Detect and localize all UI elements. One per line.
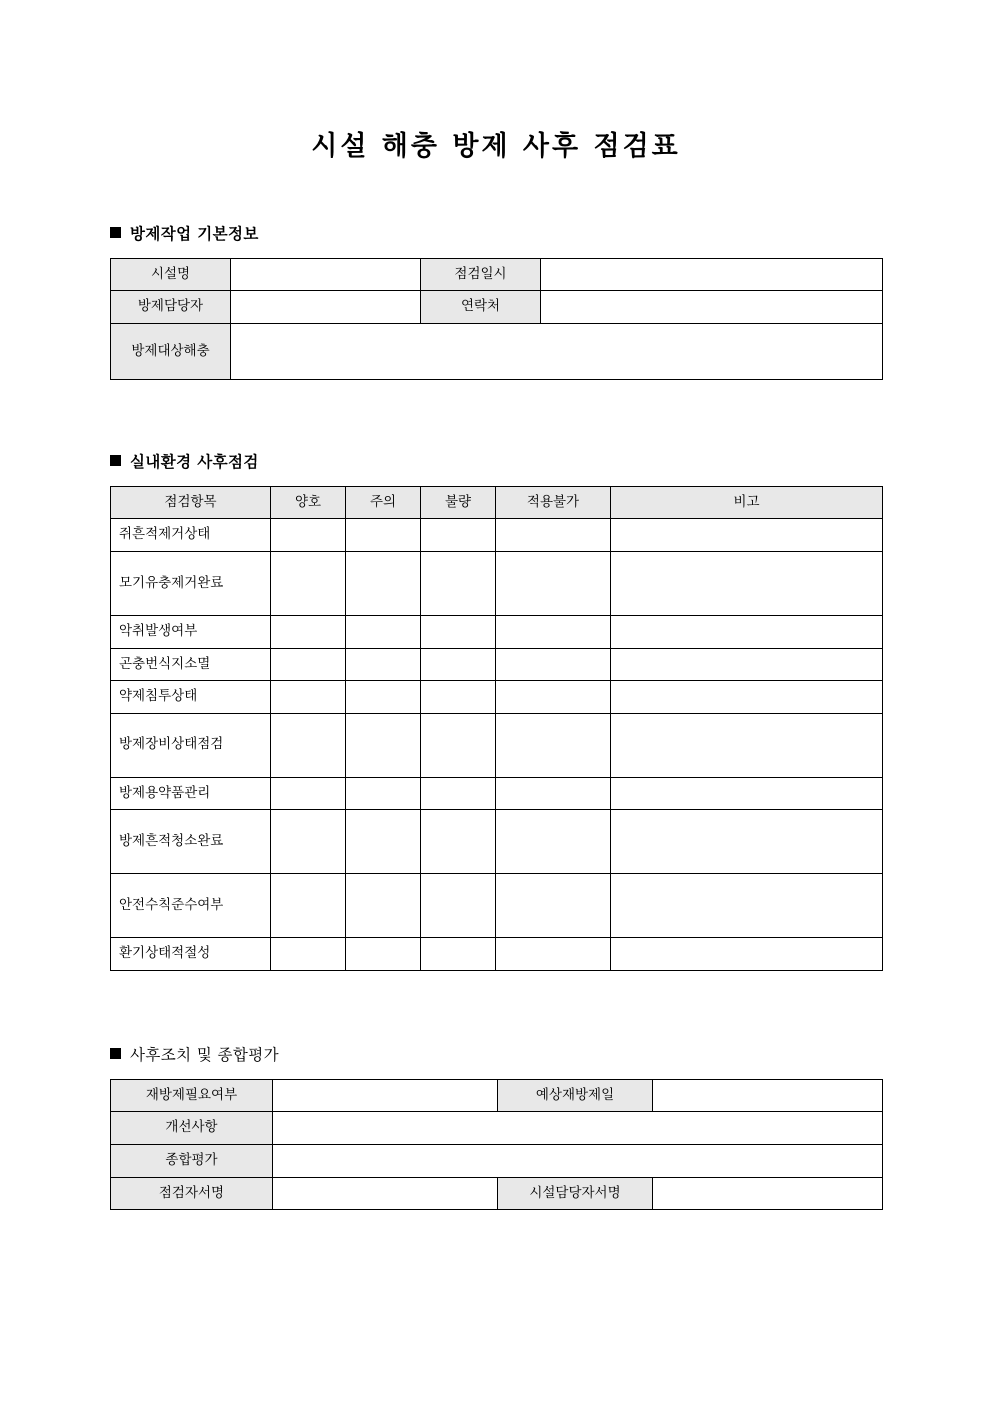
- checkbox-cell-good[interactable]: [271, 938, 346, 971]
- checkbox-cell-bad[interactable]: [421, 616, 496, 649]
- inspection-item-label: 안전수칙준수여부: [111, 874, 271, 938]
- checkbox-cell-not-applicable[interactable]: [496, 681, 611, 714]
- table-row: [111, 291, 883, 324]
- column-header-remarks: 비고: [611, 486, 883, 519]
- checkbox-cell-not-applicable[interactable]: [496, 648, 611, 681]
- checkbox-cell-good[interactable]: [271, 874, 346, 938]
- table-row: [111, 1144, 883, 1177]
- label-expected-recontrol-date: 예상재방제일: [498, 1079, 653, 1112]
- column-header-bad: 불량: [421, 486, 496, 519]
- table-row: [111, 874, 883, 938]
- checkbox-cell-bad[interactable]: [421, 519, 496, 552]
- field-target-pests[interactable]: [231, 323, 883, 379]
- checkbox-cell-bad[interactable]: [421, 713, 496, 777]
- remarks-cell[interactable]: [611, 648, 883, 681]
- label-overall-evaluation: 종합평가: [111, 1144, 273, 1177]
- inspection-item-label: 악취발생여부: [111, 616, 271, 649]
- label-inspection-datetime: 점검일시: [421, 258, 541, 291]
- section-header-followup-evaluation: [110, 1043, 882, 1065]
- table-row: [111, 552, 883, 616]
- label-improvements: 개선사항: [111, 1112, 273, 1145]
- checkbox-cell-not-applicable[interactable]: [496, 810, 611, 874]
- section-label-basic-info: 방제작업 기본정보: [130, 224, 259, 243]
- section-header-basic-info: [110, 222, 882, 244]
- label-recontrol-needed: 재방제필요여부: [111, 1079, 273, 1112]
- inspection-item-label: 방제장비상태점검: [111, 713, 271, 777]
- inspection-table: [110, 486, 883, 971]
- filled-square-bullet-icon: [110, 1048, 121, 1059]
- table-row: [111, 681, 883, 714]
- checkbox-cell-not-applicable[interactable]: [496, 713, 611, 777]
- checkbox-cell-not-applicable[interactable]: [496, 519, 611, 552]
- checkbox-cell-good[interactable]: [271, 810, 346, 874]
- field-overall-evaluation[interactable]: [273, 1144, 883, 1177]
- inspection-item-label: 방제용약품관리: [111, 777, 271, 810]
- checkbox-cell-caution[interactable]: [346, 648, 421, 681]
- remarks-cell[interactable]: [611, 681, 883, 714]
- checkbox-cell-not-applicable[interactable]: [496, 874, 611, 938]
- inspection-item-label: 곤충번식지소멸: [111, 648, 271, 681]
- column-header-not-applicable: 적용불가: [496, 486, 611, 519]
- remarks-cell[interactable]: [611, 519, 883, 552]
- checkbox-cell-not-applicable[interactable]: [496, 552, 611, 616]
- column-header-item: 점검항목: [111, 486, 271, 519]
- remarks-cell[interactable]: [611, 616, 883, 649]
- filled-square-bullet-icon: [110, 227, 121, 238]
- basic-info-table: [110, 258, 883, 380]
- checkbox-cell-bad[interactable]: [421, 874, 496, 938]
- checkbox-cell-good[interactable]: [271, 519, 346, 552]
- table-row: [111, 519, 883, 552]
- checkbox-cell-bad[interactable]: [421, 552, 496, 616]
- checkbox-cell-bad[interactable]: [421, 777, 496, 810]
- table-row: [111, 648, 883, 681]
- field-recontrol-needed[interactable]: [273, 1079, 498, 1112]
- table-header-row: [111, 486, 883, 519]
- remarks-cell[interactable]: [611, 552, 883, 616]
- table-row: [111, 258, 883, 291]
- checkbox-cell-not-applicable[interactable]: [496, 616, 611, 649]
- label-inspector-signature: 점검자서명: [111, 1177, 273, 1210]
- checkbox-cell-caution[interactable]: [346, 874, 421, 938]
- column-header-caution: 주의: [346, 486, 421, 519]
- table-row: [111, 1112, 883, 1145]
- filled-square-bullet-icon: [110, 455, 121, 466]
- checkbox-cell-caution[interactable]: [346, 713, 421, 777]
- checkbox-cell-not-applicable[interactable]: [496, 777, 611, 810]
- remarks-cell[interactable]: [611, 938, 883, 971]
- table-row: [111, 810, 883, 874]
- checkbox-cell-bad[interactable]: [421, 681, 496, 714]
- section-label-followup-evaluation: 사후조치 및 종합평가: [130, 1045, 280, 1064]
- checkbox-cell-not-applicable[interactable]: [496, 938, 611, 971]
- field-control-manager[interactable]: [231, 291, 421, 324]
- table-row: [111, 1177, 883, 1210]
- checkbox-cell-good[interactable]: [271, 552, 346, 616]
- checkbox-cell-good[interactable]: [271, 648, 346, 681]
- checkbox-cell-bad[interactable]: [421, 810, 496, 874]
- label-facility-name: 시설명: [111, 258, 231, 291]
- checkbox-cell-caution[interactable]: [346, 810, 421, 874]
- field-expected-recontrol-date[interactable]: [653, 1079, 883, 1112]
- label-control-manager: 방제담당자: [111, 291, 231, 324]
- label-facility-manager-signature: 시설담당자서명: [498, 1177, 653, 1210]
- table-row: [111, 777, 883, 810]
- remarks-cell[interactable]: [611, 777, 883, 810]
- column-header-good: 양호: [271, 486, 346, 519]
- checkbox-cell-good[interactable]: [271, 777, 346, 810]
- field-inspection-datetime[interactable]: [541, 258, 883, 291]
- section-header-indoor-inspection: [110, 450, 882, 472]
- field-inspector-signature[interactable]: [273, 1177, 498, 1210]
- page-title: 시설 해충 방제 사후 점검표: [311, 131, 681, 162]
- table-row: [111, 713, 883, 777]
- field-improvements[interactable]: [273, 1112, 883, 1145]
- remarks-cell[interactable]: [611, 713, 883, 777]
- field-contact[interactable]: [541, 291, 883, 324]
- inspection-item-label: 방제흔적청소완료: [111, 810, 271, 874]
- inspection-item-label: 약제침투상태: [111, 681, 271, 714]
- table-row: [111, 323, 883, 379]
- table-row: [111, 1079, 883, 1112]
- checkbox-cell-caution[interactable]: [346, 519, 421, 552]
- checkbox-cell-bad[interactable]: [421, 938, 496, 971]
- inspection-item-label: 모기유충제거완료: [111, 552, 271, 616]
- label-contact: 연락처: [421, 291, 541, 324]
- checkbox-cell-good[interactable]: [271, 713, 346, 777]
- section-label-indoor-inspection: 실내환경 사후점검: [130, 452, 259, 471]
- field-facility-manager-signature[interactable]: [653, 1177, 883, 1210]
- checkbox-cell-caution[interactable]: [346, 616, 421, 649]
- label-target-pests: 방제대상해충: [111, 323, 231, 379]
- remarks-cell[interactable]: [611, 810, 883, 874]
- checkbox-cell-good[interactable]: [271, 616, 346, 649]
- checkbox-cell-caution[interactable]: [346, 681, 421, 714]
- followup-evaluation-table: [110, 1079, 883, 1210]
- remarks-cell[interactable]: [611, 874, 883, 938]
- checkbox-cell-bad[interactable]: [421, 648, 496, 681]
- table-row: [111, 616, 883, 649]
- field-facility-name[interactable]: [231, 258, 421, 291]
- inspection-item-label: 쥐흔적제거상태: [111, 519, 271, 552]
- table-row: [111, 938, 883, 971]
- checkbox-cell-good[interactable]: [271, 681, 346, 714]
- checkbox-cell-caution[interactable]: [346, 552, 421, 616]
- checkbox-cell-caution[interactable]: [346, 938, 421, 971]
- checkbox-cell-caution[interactable]: [346, 777, 421, 810]
- inspection-item-label: 환기상태적절성: [111, 938, 271, 971]
